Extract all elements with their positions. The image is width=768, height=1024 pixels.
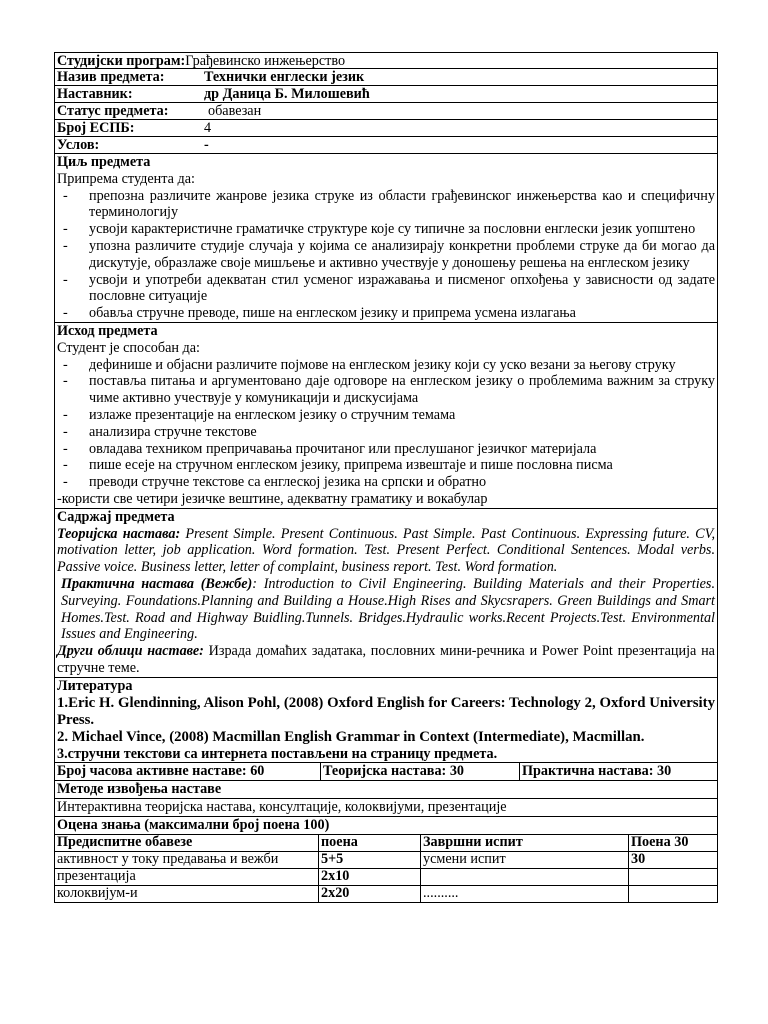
- goal-item: - усвоји и употреби адекватан стил усменог изражавања и писменог опхођења у зависности од задате пословне ситуације: [57, 272, 715, 306]
- goal-intro: Припрема студента да:: [57, 170, 195, 187]
- exam-cell: [421, 868, 629, 885]
- theory-text: Present Simple. Present Continuous. Past Simple. Past Continuous. Expressing future. CV, motivation letter, job application. Word formation. Test. Present Perfect. Conditional Sentences. Modal verbs. Passive voice. Business letter, letter of complaint, business report. Test. Word formation.: [57, 525, 715, 576]
- outcome-last: -користи све четири језичке вештине, адекватну граматику и вокабулар: [57, 490, 488, 507]
- goal-heading: Циљ предмета: [57, 154, 151, 170]
- outcome-item: - пише есеје на стручном енглеском језику, припрема извештаје и пише пословна писма: [57, 457, 715, 474]
- outcome-intro: Студент је способан да:: [57, 339, 200, 356]
- section-methods: [54, 781, 718, 799]
- goal-item: - усвоји карактеристичне граматичке структуре које су типичне за пословни енглески језик уопштено: [57, 221, 715, 238]
- condition-label: Услов:: [57, 137, 100, 153]
- row-condition: [54, 137, 718, 154]
- course-syllabus-table: [54, 52, 718, 903]
- section-outcome: [54, 323, 718, 509]
- exam-points-cell: [629, 885, 718, 902]
- methods-heading: Методе извођења наставе: [57, 781, 222, 798]
- outcome-item: - излаже презентације на енглеском језику о стручним темама: [57, 407, 715, 424]
- row-ects: [54, 120, 718, 137]
- theory-label: Теоријска настава:: [57, 525, 181, 542]
- outcome-list: [57, 357, 715, 491]
- hours-theory: Теоријска настава: 30: [321, 763, 520, 780]
- outcome-item: - дефинише и објасни различите појмове на енглеском језику који су уско везани за његову струку: [57, 357, 715, 374]
- table-row: [55, 885, 718, 902]
- exam-cell: усмени испит: [421, 851, 629, 868]
- col-points: поена: [319, 835, 421, 852]
- goal-item: - препозна различите жанрове језика струке из области грађевинског инжењерства као и специфичну терминологију: [57, 188, 715, 222]
- goal-item: - упозна различите студије случаја у којима се анализирају конкретни проблеми струке да би могао да дискутује, образлаже своје мишљење и активно учествује у доношењу решења на енглеском језику: [57, 238, 715, 272]
- practice-text: : Introduction to Civil Engineering. Building Materials and their Properties. Surveying. Foundations.Planning and Building a House.High Rises and Skycsrapers. Green Buildings and Smart Homes.Test. Road and Highway Buidling.Tunnels. Bridges.Hydraulic works.Recent Projects.Test. Environmental Issues and Engineering.: [61, 575, 716, 643]
- course-label: Назив предмета:: [57, 69, 165, 85]
- ects-value: 4: [204, 120, 212, 136]
- section-literature: [54, 678, 718, 764]
- row-status: [54, 103, 718, 120]
- table-row: [55, 868, 718, 885]
- row-hours: [54, 763, 718, 781]
- ects-label: Број ЕСПБ:: [57, 120, 135, 136]
- grading-table: [54, 835, 718, 903]
- literature-ref-1: 1.Eric H. Glendinning, Alison Pohl, (2008) Oxford English for Careers: Technology 2, Oxford University Press.: [57, 694, 715, 728]
- status-label: Статус предмета:: [57, 103, 169, 119]
- status-value: обавезан: [208, 103, 262, 119]
- condition-value: -: [204, 137, 209, 153]
- goal-list: [57, 188, 715, 322]
- table-row: [55, 851, 718, 868]
- pre-cell: колоквијум-и: [55, 885, 319, 902]
- outcome-item: - овладава техником препричавања прочитаног или преслушаног језичког материјала: [57, 441, 715, 458]
- methods-text: Интерактивна теоријска настава, консултације, колоквијуми, презентације: [57, 799, 507, 816]
- other-text: Израда домаћих задатака, пословних мини-речника и Power Point презентација на стручне теме.: [57, 643, 715, 676]
- outcome-heading: Исход предмета: [57, 322, 158, 339]
- program-value: Грађевинско инжењерство: [185, 53, 346, 69]
- row-program: [54, 52, 718, 69]
- row-teacher: [54, 86, 718, 103]
- teacher-label: Наставник:: [57, 86, 133, 102]
- program-label: Студијски програм:: [57, 53, 186, 69]
- grading-header-row: [55, 835, 718, 852]
- exam-points-cell: [629, 868, 718, 885]
- literature-heading: Литература: [57, 677, 133, 694]
- row-methods-text: [54, 799, 718, 817]
- points-cell: 2x20: [319, 885, 421, 902]
- hours-active: Број часова активне наставе: 60: [55, 763, 321, 780]
- hours-practice: Практична настава: 30: [522, 763, 672, 780]
- literature-ref-2: 2. Michael Vince, (2008) Macmillan English Grammar in Context (Intermediate), Macmillan.: [57, 728, 645, 745]
- outcome-item: - поставља питања и аргументовано даје одговоре на енглеском језику о проблемима важним за струку чиме активно учествује у комуникацији и дискусијама: [57, 373, 715, 407]
- content-theory: [57, 526, 715, 576]
- col-exam: Завршни испит: [421, 835, 629, 852]
- row-course: [54, 69, 718, 86]
- literature-ref-3: 3.стручни текстови са интернета постављени на страницу предмета.: [57, 745, 498, 762]
- grading-heading: Оцена знања (максимални број поена 100): [57, 816, 330, 833]
- teacher-value: др Даница Б. Милошевић: [204, 86, 370, 102]
- content-practice: [57, 576, 715, 643]
- other-label: Други облици наставе:: [57, 643, 204, 660]
- goal-item: - обавља стручне преводе, пише на енглеском језику и припрема усмена излагања: [57, 305, 715, 322]
- content-other: [57, 643, 715, 677]
- col-exam-points: Поена 30: [629, 835, 718, 852]
- exam-points-cell: 30: [629, 851, 718, 868]
- section-grading: [54, 817, 718, 835]
- col-pre: Предиспитне обавезе: [55, 835, 319, 852]
- section-goal: [54, 154, 718, 323]
- points-cell: 5+5: [319, 851, 421, 868]
- practice-label: Практична настава (Вежбе): [61, 575, 253, 592]
- outcome-item: - анализира стручне текстове: [57, 424, 715, 441]
- pre-cell: активност у току предавања и вежби: [55, 851, 319, 868]
- course-value: Технички енглески језик: [204, 69, 365, 85]
- pre-cell: презентација: [55, 868, 319, 885]
- exam-cell: ..........: [421, 885, 629, 902]
- section-content: [54, 509, 718, 678]
- points-cell: 2x10: [319, 868, 421, 885]
- outcome-item: - преводи стручне текстове са енглеској језика на српски и обратно: [57, 474, 715, 491]
- content-heading: Садржај предмета: [57, 508, 175, 525]
